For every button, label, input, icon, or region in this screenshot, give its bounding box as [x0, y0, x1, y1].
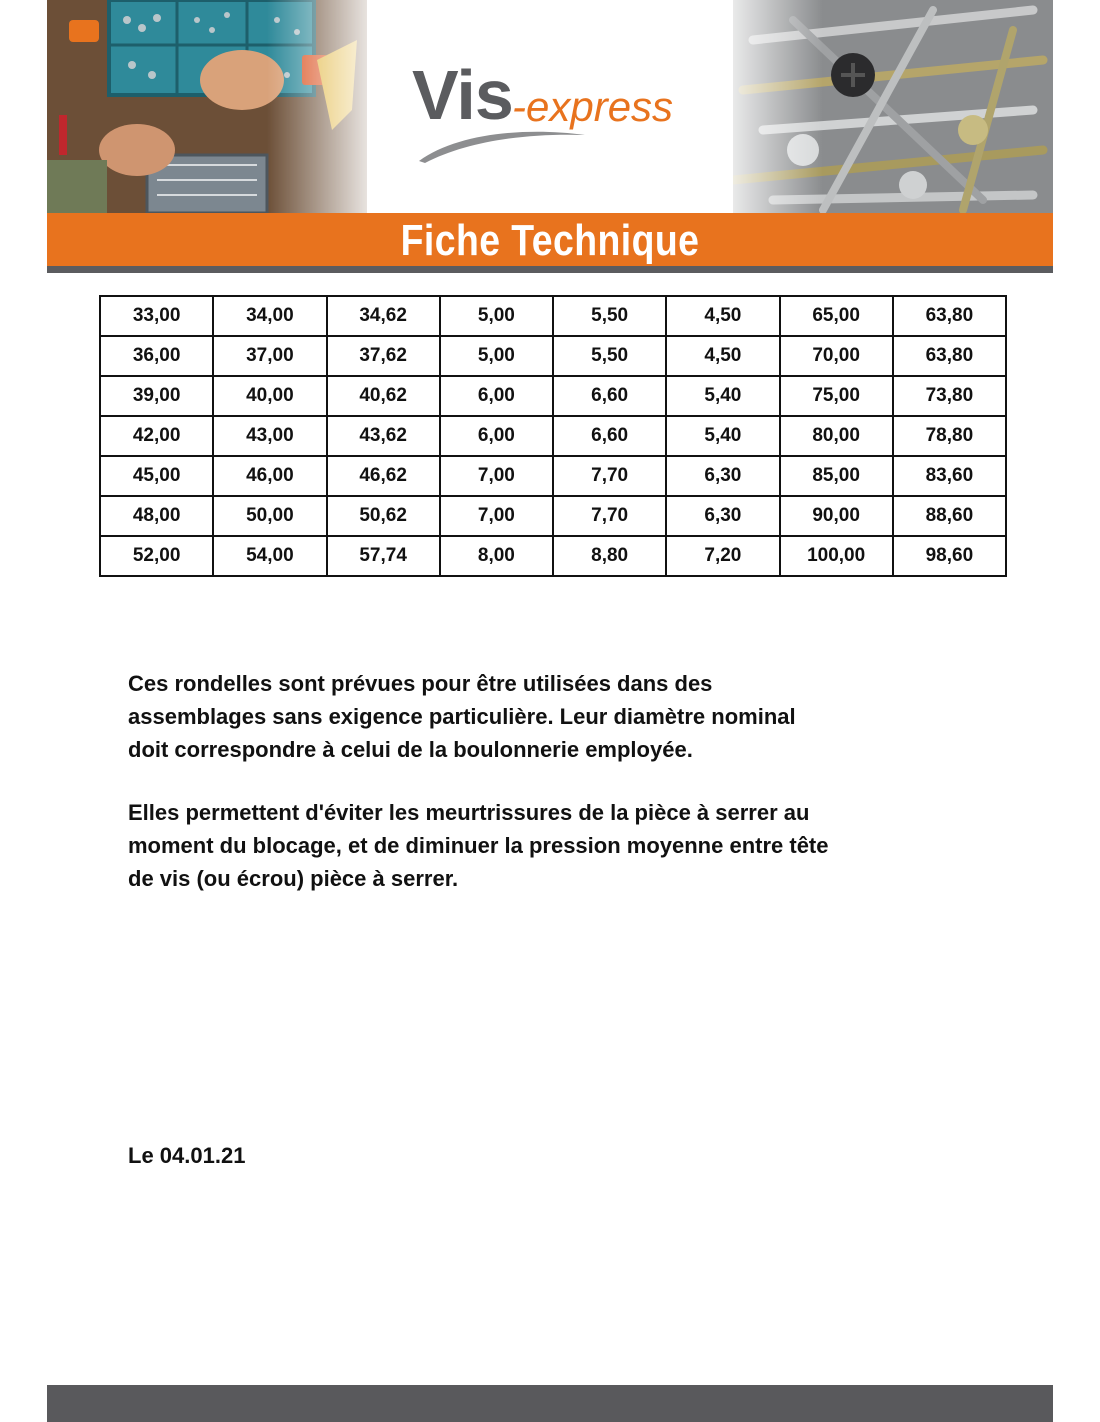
- dimensions-table: [99, 295, 1007, 577]
- table-row: [100, 376, 1006, 416]
- document-date: Le 04.01.21: [128, 1143, 246, 1168]
- table-cell: 63,80: [893, 336, 1006, 376]
- table-row: [100, 456, 1006, 496]
- table-cell: 40,00: [213, 376, 326, 416]
- table-cell: 98,60: [893, 536, 1006, 576]
- table-cell: 8,00: [440, 536, 553, 576]
- table-cell: 45,00: [100, 456, 213, 496]
- table-row: [100, 496, 1006, 536]
- table-cell: 5,00: [440, 336, 553, 376]
- paragraph-line: moment du blocage, et de diminuer la pression moyenne entre tête: [128, 833, 829, 858]
- paragraph-line: assemblages sans exigence particulière. Leur diamètre nominal: [128, 704, 796, 729]
- photo-fade: [267, 0, 407, 213]
- table-cell: 39,00: [100, 376, 213, 416]
- table-row: [100, 416, 1006, 456]
- table-cell: 78,80: [893, 416, 1006, 456]
- table-cell: 4,50: [666, 336, 779, 376]
- table-cell: 85,00: [780, 456, 893, 496]
- table-cell: 37,62: [327, 336, 440, 376]
- paragraph-line: Elles permettent d'éviter les meurtrissures de la pièce à serrer au: [128, 800, 810, 825]
- table-cell: 83,60: [893, 456, 1006, 496]
- table-row: [100, 336, 1006, 376]
- table-cell: 100,00: [780, 536, 893, 576]
- vis-express-logo: [412, 55, 702, 175]
- table-cell: 80,00: [780, 416, 893, 456]
- table-cell: 54,00: [213, 536, 326, 576]
- table-cell: 43,62: [327, 416, 440, 456]
- table-cell: 4,50: [666, 296, 779, 336]
- table-cell: 8,80: [553, 536, 666, 576]
- table-cell: 7,20: [666, 536, 779, 576]
- table-cell: 5,50: [553, 336, 666, 376]
- table-cell: 36,00: [100, 336, 213, 376]
- table-cell: 6,30: [666, 456, 779, 496]
- table-cell: 7,00: [440, 496, 553, 536]
- logo-swoosh-icon: [417, 125, 587, 165]
- table-cell: 6,60: [553, 376, 666, 416]
- paragraph-line: Ces rondelles sont prévues pour être utilisées dans des: [128, 671, 713, 696]
- page-title: Fiche Technique: [400, 216, 700, 265]
- photo-fade: [693, 0, 823, 213]
- title-banner: [47, 213, 1053, 273]
- table-cell: 46,62: [327, 456, 440, 496]
- paragraph-line: doit correspondre à celui de la boulonnerie employée.: [128, 737, 693, 762]
- table-cell: 5,00: [440, 296, 553, 336]
- table-cell: 70,00: [780, 336, 893, 376]
- table-cell: 6,60: [553, 416, 666, 456]
- table-cell: 5,50: [553, 296, 666, 336]
- description-paragraph: [128, 667, 908, 766]
- table-cell: 65,00: [780, 296, 893, 336]
- table-cell: 50,00: [213, 496, 326, 536]
- table-cell: 5,40: [666, 376, 779, 416]
- table-row: [100, 536, 1006, 576]
- table-cell: 40,62: [327, 376, 440, 416]
- table-cell: 63,80: [893, 296, 1006, 336]
- table-cell: 90,00: [780, 496, 893, 536]
- table-cell: 7,70: [553, 456, 666, 496]
- paragraph-line: de vis (ou écrou) pièce à serrer.: [128, 866, 459, 891]
- table-cell: 7,00: [440, 456, 553, 496]
- logo-sub-text: -express: [512, 83, 674, 130]
- page-footer-bar: [47, 1385, 1053, 1422]
- table-cell: 5,40: [666, 416, 779, 456]
- table-cell: 6,00: [440, 416, 553, 456]
- table-cell: 50,62: [327, 496, 440, 536]
- table-cell: 33,00: [100, 296, 213, 336]
- table-cell: 34,62: [327, 296, 440, 336]
- usage-paragraph: [128, 796, 908, 895]
- table-cell: 73,80: [893, 376, 1006, 416]
- table-cell: 6,00: [440, 376, 553, 416]
- table-cell: 52,00: [100, 536, 213, 576]
- table-cell: 88,60: [893, 496, 1006, 536]
- table-cell: 7,70: [553, 496, 666, 536]
- table-cell: 48,00: [100, 496, 213, 536]
- table-cell: 42,00: [100, 416, 213, 456]
- table-cell: 43,00: [213, 416, 326, 456]
- table-cell: 6,30: [666, 496, 779, 536]
- table-cell: 37,00: [213, 336, 326, 376]
- logo-main-text: Vis: [412, 56, 513, 134]
- table-cell: 34,00: [213, 296, 326, 336]
- table-cell: 46,00: [213, 456, 326, 496]
- page-header: [47, 0, 1053, 213]
- table-row: [100, 296, 1006, 336]
- table-cell: 75,00: [780, 376, 893, 416]
- table-cell: 57,74: [327, 536, 440, 576]
